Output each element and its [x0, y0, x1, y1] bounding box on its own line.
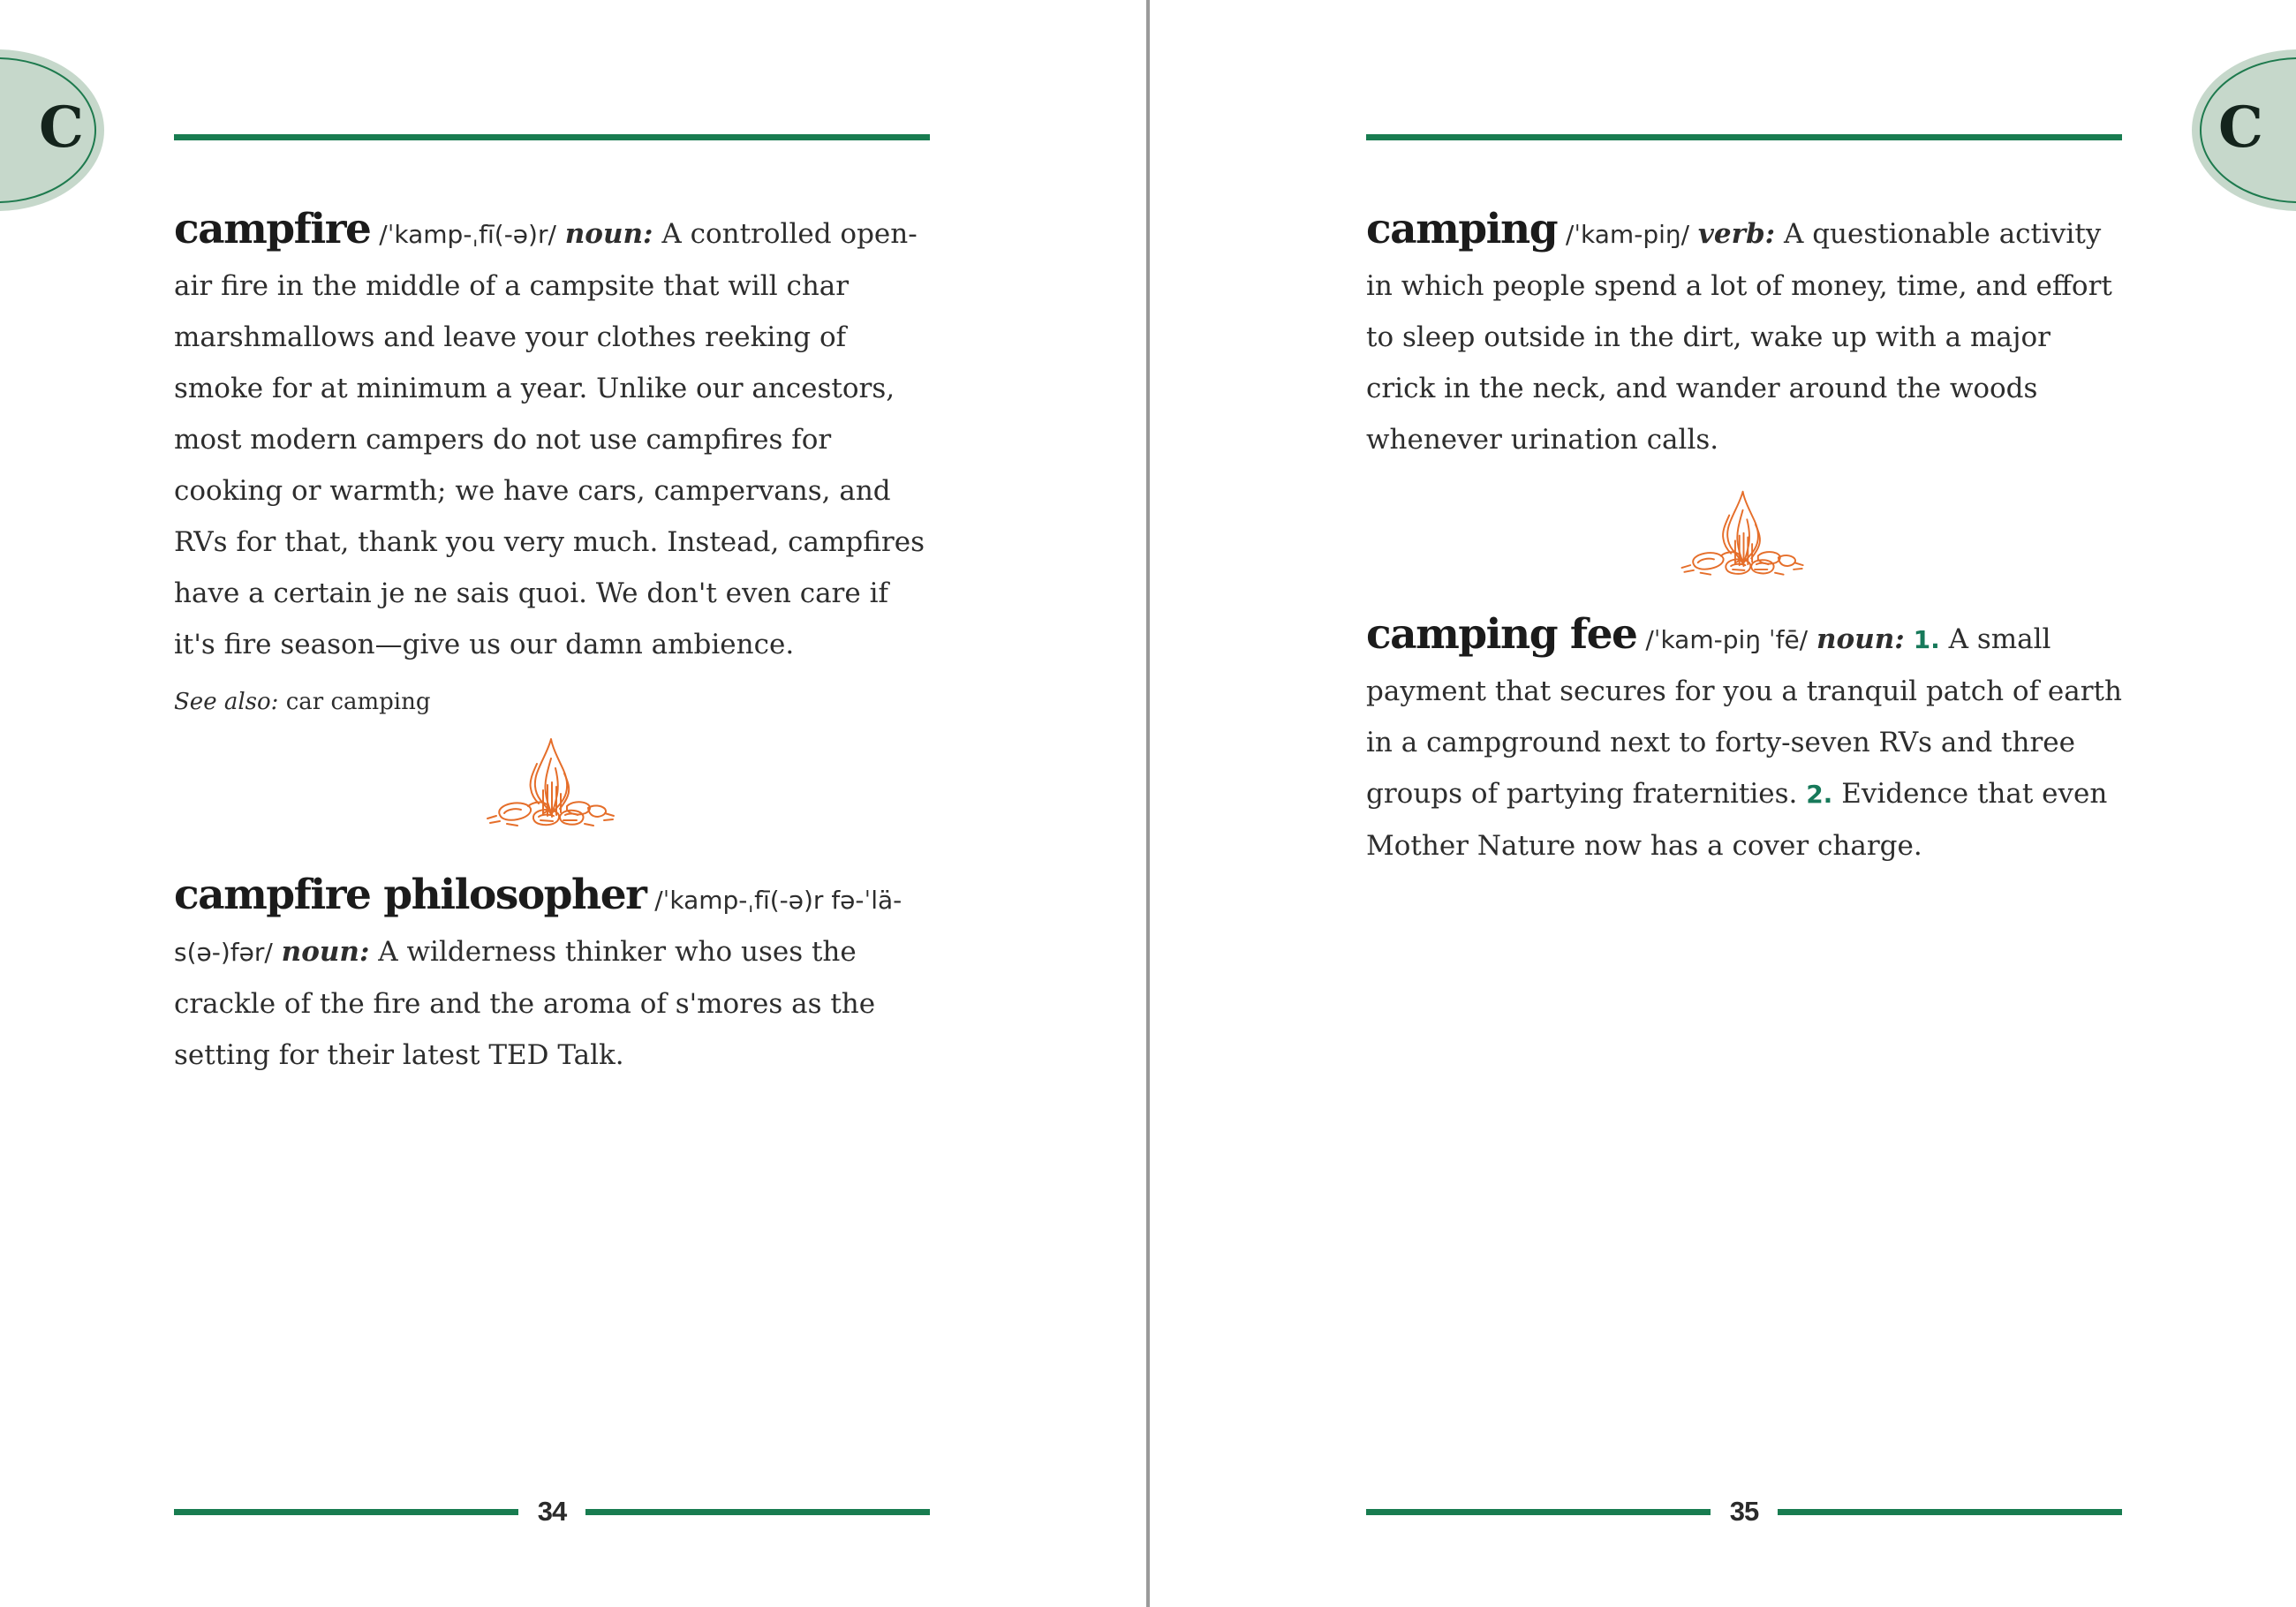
sense-text-2: Evidence that even Mother Nature now has a cover charge. [1366, 778, 2108, 862]
entry-campfire-philosopher [174, 870, 930, 1081]
alpha-tab-letter: C [39, 94, 84, 161]
alpha-tab-letter: C [2218, 94, 2263, 161]
headword: campfire [174, 205, 371, 253]
sense-number-2: 2. [1806, 780, 1833, 809]
page-number: 34 [537, 1496, 567, 1527]
see-also-line [174, 684, 930, 720]
footer-rule-right [1778, 1509, 2122, 1515]
top-rule [174, 134, 930, 140]
campfire-drawing [475, 732, 630, 840]
pronunciation: /ˈkam-piŋ/ [1565, 220, 1690, 249]
footer-rule-left [1366, 1509, 1711, 1515]
campfire-drawing [1670, 485, 1818, 588]
sense-text-1: A small payment that secures for you a tranquil patch of earth in a campground next to forty-seven RVs and three groups of partying fraternities. [1366, 623, 2122, 810]
see-also-reference: car camping [285, 689, 431, 715]
page-content [1366, 140, 2122, 871]
part-of-speech: noun: [564, 218, 653, 250]
page-content [174, 140, 930, 1081]
part-of-speech: noun: [281, 936, 370, 968]
alpha-tab-right [2192, 49, 2296, 211]
see-also-label: See also: [174, 689, 279, 715]
part-of-speech: verb: [1697, 218, 1776, 250]
sense-number-1: 1. [1913, 625, 1940, 654]
headword: campfire philosopher [174, 871, 646, 919]
campfire-illustration [1366, 485, 2122, 592]
page-footer [1366, 1496, 2122, 1528]
campfire-illustration [174, 732, 930, 843]
entry-camping [1366, 204, 2122, 465]
footer-rule-right [585, 1509, 930, 1515]
footer-rule-left [174, 1509, 518, 1515]
entry-camping-fee [1366, 609, 2122, 871]
page-footer [174, 1496, 930, 1528]
definition-text: A questionable activity in which people spend a lot of money, time, and effort to sleep outside in the dirt, wake up with a major crick in the neck, and wander around the woods whenever urination calls. [1366, 218, 2112, 456]
pronunciation: /ˈkam-piŋ ˈfē/ [1645, 625, 1809, 654]
headword: camping fee [1366, 610, 1637, 659]
definition-text: A controlled open-air fire in the middle of a campsite that will char marshmallows and leave your clothes reeking of smoke for at minimum a year. Unlike our ancestors, most modern campers do not use campfires for cooking or warmth; we have cars, campervans, and RVs for that, thank you very much. Instead, campfires have a certain je ne sais quoi. We don't even care if it's fire season—give us our damn ambience. [174, 218, 925, 660]
pronunciation: /ˈkamp-ˌfī(-ə)r/ [379, 220, 556, 249]
pronunciation: /ˈkamp-ˌfī(-ə)r fə-ˈlä-s(ə-)fər/ [174, 886, 903, 967]
page-right [1148, 0, 2296, 1607]
headword: camping [1366, 205, 1558, 253]
part-of-speech: noun: [1816, 623, 1905, 655]
top-rule [1366, 134, 2122, 140]
alpha-tab-left [0, 49, 104, 211]
entry-campfire [174, 204, 930, 670]
page-number: 35 [1729, 1496, 1759, 1527]
definition-text: A wilderness thinker who uses the crackle of the fire and the aroma of s'mores as the setting for their latest TED Talk. [174, 936, 876, 1071]
